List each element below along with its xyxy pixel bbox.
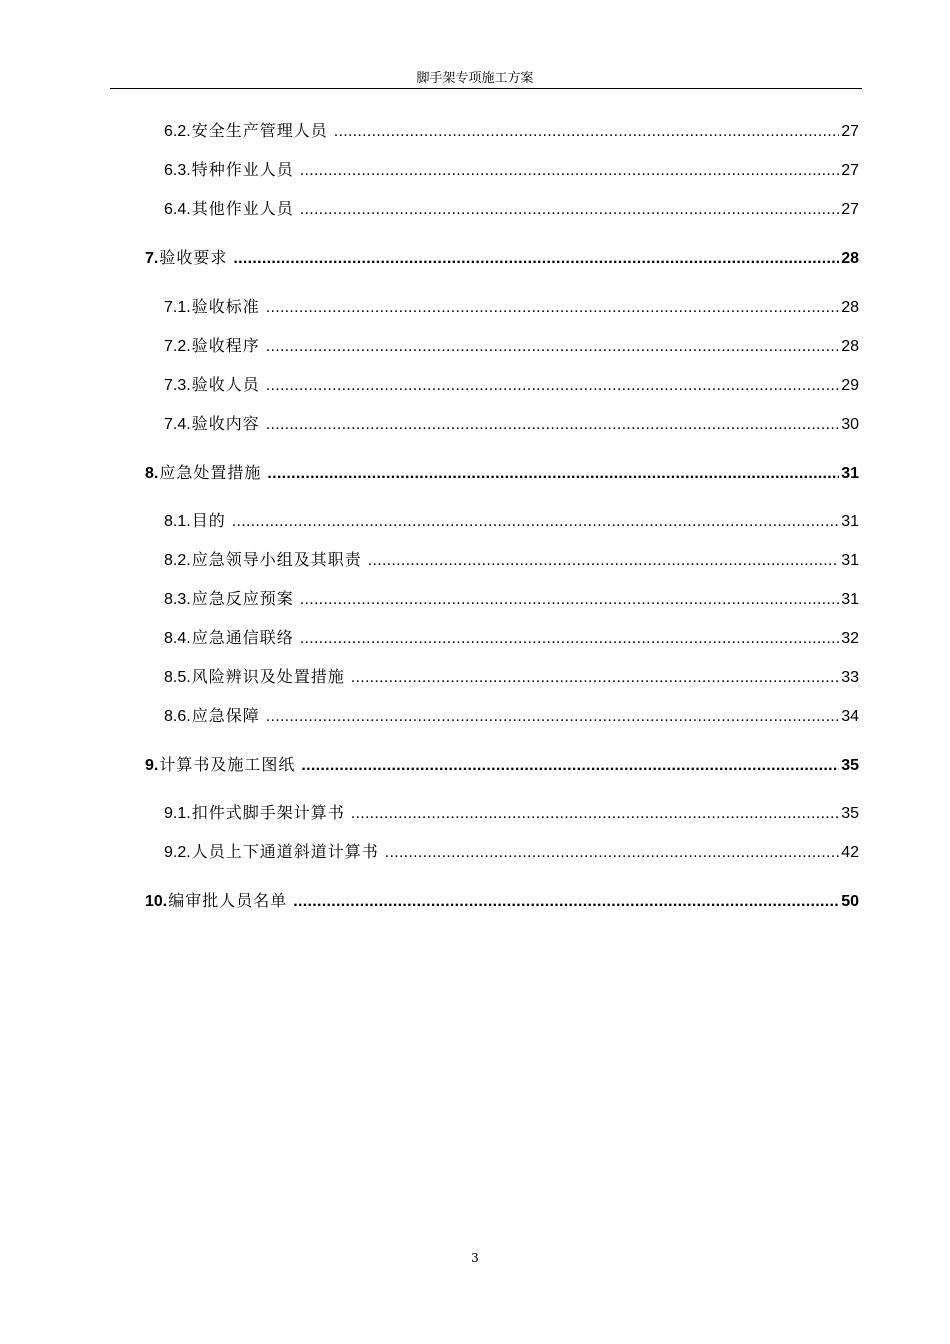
toc-dot-leader: [267, 462, 839, 485]
toc-entry-number: 8.3.: [164, 591, 191, 608]
toc-entry-title: 应急处置措施: [159, 463, 262, 482]
toc-entry-page: 35: [841, 805, 859, 822]
toc-entry-title: 人员上下通道斜道计算书: [191, 842, 379, 861]
toc-dot-leader: [266, 413, 840, 436]
toc-entry-page: 27: [841, 201, 859, 218]
toc-entry-page: 28: [841, 338, 859, 355]
toc-entry[interactable]: [164, 801, 859, 825]
toc-entry[interactable]: [164, 840, 859, 864]
toc-entry-page: 31: [841, 591, 859, 608]
toc-entry-page: 27: [841, 162, 859, 179]
toc-entry-number: 8.1.: [164, 513, 191, 530]
toc-entry[interactable]: [164, 412, 859, 436]
toc-chapter-entry[interactable]: [145, 753, 859, 777]
toc-entry-number: 8.6.: [164, 708, 191, 725]
toc-entry[interactable]: [164, 626, 859, 650]
toc-dot-leader: [266, 705, 840, 728]
toc-entry[interactable]: [164, 704, 859, 728]
page-number: 3: [471, 1251, 479, 1265]
toc-dot-leader: [385, 841, 840, 864]
toc-entry-number: 6.4.: [164, 201, 191, 218]
header-title: 脚手架专项施工方案: [416, 71, 534, 86]
toc-entry-title: 应急通信联络: [191, 628, 294, 647]
toc-entry[interactable]: [164, 509, 859, 533]
toc-entry-page: 31: [841, 465, 859, 482]
toc-entry[interactable]: [164, 119, 859, 143]
toc-entry-page: 27: [841, 123, 859, 140]
toc-entry-number: 7.1.: [164, 299, 191, 316]
toc-entry-title: 其他作业人员: [191, 199, 294, 218]
toc-entry-title: 扣件式脚手架计算书: [191, 803, 345, 822]
toc-dot-leader: [351, 802, 840, 825]
toc-entry-page: 50: [841, 893, 859, 910]
toc-chapter-entry[interactable]: [145, 889, 859, 913]
toc-entry[interactable]: [164, 334, 859, 358]
toc-entry-number: 10.: [145, 893, 168, 910]
toc-entry-number: 8.2.: [164, 552, 191, 569]
toc-entry[interactable]: [164, 158, 859, 182]
toc-chapter-entry[interactable]: [145, 461, 859, 485]
toc-dot-leader: [301, 754, 839, 777]
toc-entry-title: 特种作业人员: [191, 160, 294, 179]
toc-entry-number: 6.2.: [164, 123, 191, 140]
toc-entry-title: 验收标准: [191, 297, 260, 316]
toc-entry-page: 31: [841, 513, 859, 530]
toc-entry-page: 29: [841, 377, 859, 394]
toc-entry-number: 9.2.: [164, 844, 191, 861]
toc-entry-title: 验收要求: [159, 248, 228, 267]
toc-entry[interactable]: [164, 587, 859, 611]
toc-dot-leader: [300, 198, 840, 221]
toc-chapter-entry[interactable]: [145, 246, 859, 270]
toc-dot-leader: [266, 335, 840, 358]
toc-entry-number: 8.: [145, 465, 159, 482]
toc-entry-page: 28: [841, 250, 859, 267]
toc-entry[interactable]: [164, 548, 859, 572]
toc-dot-leader: [266, 374, 840, 397]
toc-dot-leader: [232, 510, 840, 533]
toc-dot-leader: [368, 549, 840, 572]
toc-entry[interactable]: [164, 665, 859, 689]
toc-entry-page: 32: [841, 630, 859, 647]
toc-entry[interactable]: [164, 197, 859, 221]
toc-entry-page: 33: [841, 669, 859, 686]
toc-entry-number: 8.4.: [164, 630, 191, 647]
toc-dot-leader: [266, 296, 840, 319]
toc-dot-leader: [300, 159, 840, 182]
toc-dot-leader: [334, 120, 840, 143]
toc-entry-title: 风险辨识及处置措施: [191, 667, 345, 686]
toc-entry-number: 9.1.: [164, 805, 191, 822]
toc-entry-page: 34: [841, 708, 859, 725]
toc-entry[interactable]: [164, 373, 859, 397]
toc-entry-page: 42: [841, 844, 859, 861]
toc-entry-title: 验收程序: [191, 336, 260, 355]
toc-entry-title: 计算书及施工图纸: [159, 755, 296, 774]
toc-entry-page: 28: [841, 299, 859, 316]
toc-entry-title: 编审批人员名单: [168, 891, 288, 910]
toc-entry-title: 验收内容: [191, 414, 260, 433]
toc-dot-leader: [300, 627, 840, 650]
toc-entry-title: 目的: [191, 511, 226, 530]
toc-entry-number: 7.4.: [164, 416, 191, 433]
toc-entry-page: 31: [841, 552, 859, 569]
toc-dot-leader: [233, 247, 839, 270]
toc-dot-leader: [300, 588, 840, 611]
toc-entry-title: 应急保障: [191, 706, 260, 725]
toc-entry-title: 应急领导小组及其职责: [191, 550, 362, 569]
toc-entry-number: 8.5.: [164, 669, 191, 686]
toc-entry[interactable]: [164, 295, 859, 319]
toc-entry-number: 7.2.: [164, 338, 191, 355]
toc-dot-leader: [351, 666, 840, 689]
toc-entry-title: 应急反应预案: [191, 589, 294, 608]
toc-entry-number: 9.: [145, 757, 159, 774]
toc-dot-leader: [293, 890, 839, 913]
toc-entry-page: 35: [841, 757, 859, 774]
toc-entry-number: 7.: [145, 250, 159, 267]
toc-entry-page: 30: [841, 416, 859, 433]
toc-entry-number: 6.3.: [164, 162, 191, 179]
toc-entry-title: 验收人员: [191, 375, 260, 394]
toc-entry-title: 安全生产管理人员: [191, 121, 328, 140]
toc-entry-number: 7.3.: [164, 377, 191, 394]
